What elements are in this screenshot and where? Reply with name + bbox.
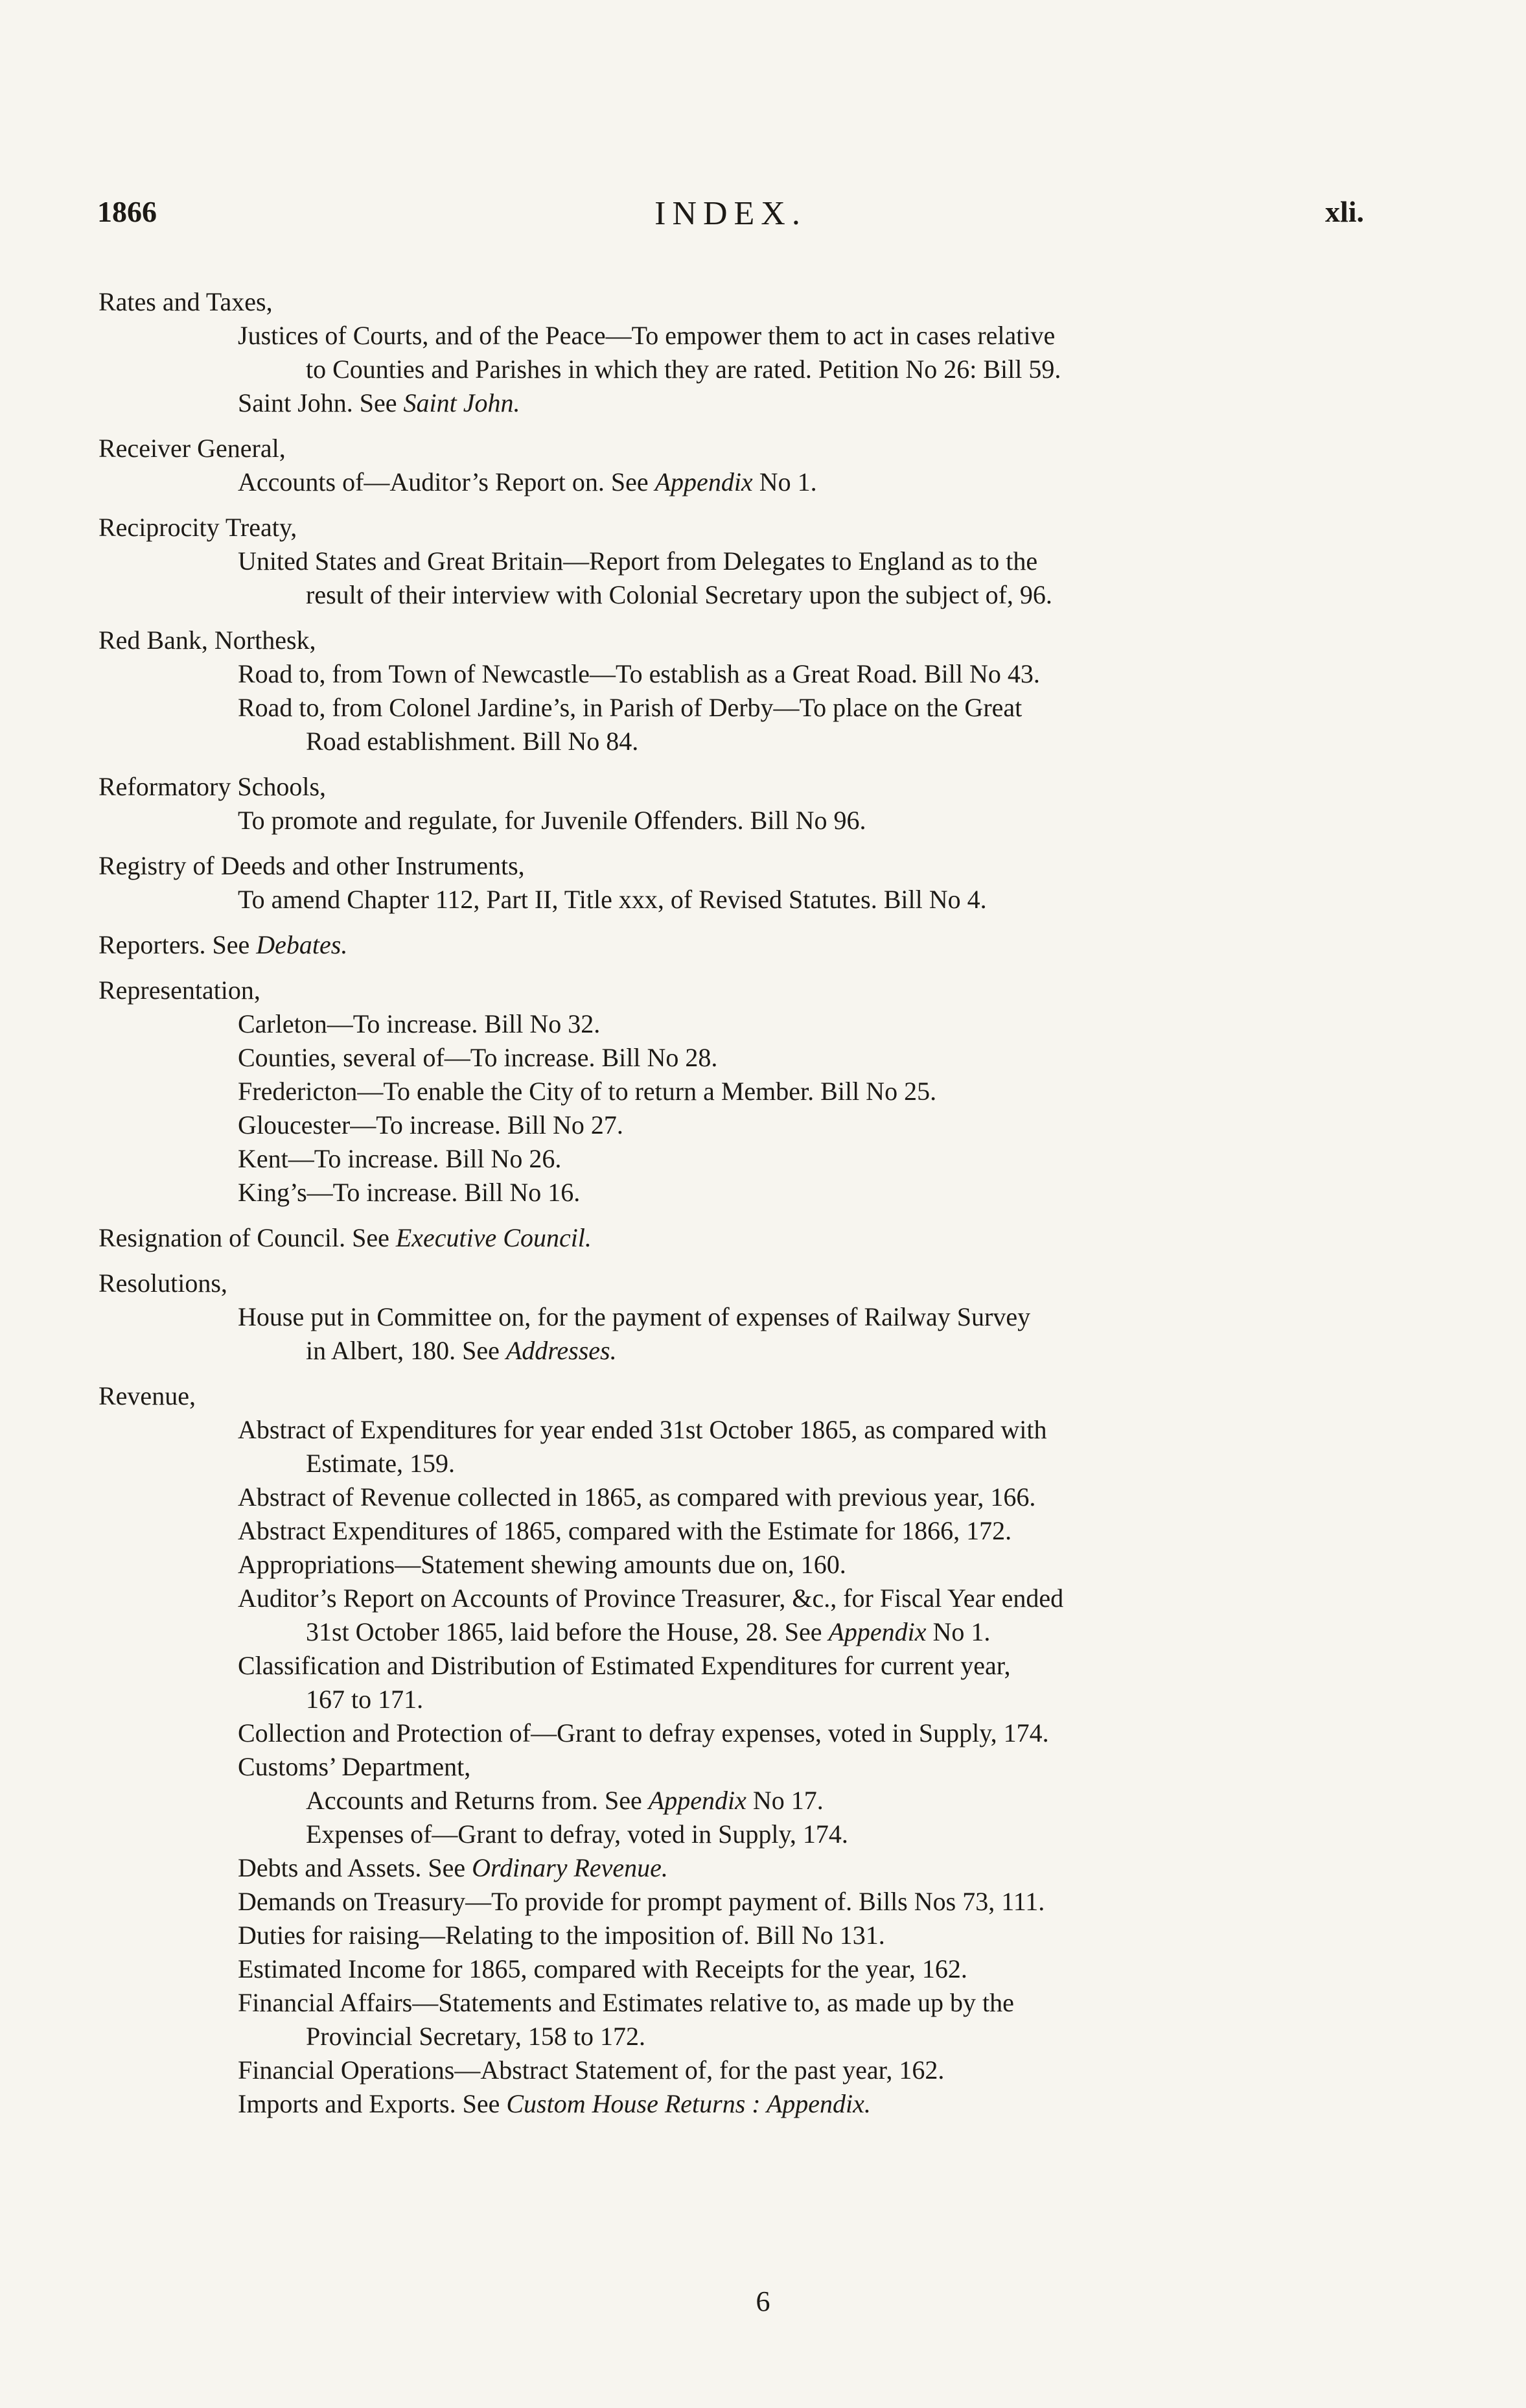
entry-subitem: To promote and regulate, for Juvenile Offenders. Bill No 96. [238,806,866,835]
entry-continuation: Road establishment. Bill No 84. [306,727,639,756]
entry-subitem: Justices of Courts, and of the Peace—To empower them to act in cases relative to Counties and Parishes in which they are rated. Petition No 26: Bill 59. [98,319,1362,386]
entry-subitem: Abstract of Expenditures for year ended 31st October 1865, as compared with Estimate, 159. [98,1413,1362,1480]
entry-subitem: Carleton—To increase. Bill No 32. [238,1009,601,1038]
entry-subitem: Debts and Assets. See Ordinary Revenue. [238,1853,668,1882]
index-entry [98,432,1362,499]
entry-continuation: in Albert, 180. See Addresses. [306,1336,617,1365]
entry-continuation: Estimate, 159. [306,1449,455,1478]
entry-heading: Reformatory Schools, [98,772,327,801]
entry-heading: Revenue, [98,1381,196,1410]
index-entry [98,974,1362,1210]
entry-subitem: Accounts and Returns from. See Appendix No 17. [306,1786,824,1815]
entry-heading: Red Bank, Northesk, [98,625,316,655]
entry-subitem: Saint John. See Saint John. [238,388,520,417]
entry-subitem: Customs’ Department, [238,1752,471,1781]
entry-subitem: United States and Great Britain—Report from Delegates to England as to the result of their interview with Colonial Secretary upon the subject of, 96. [98,544,1362,612]
entry-subitem: Gloucester—To increase. Bill No 27. [238,1110,623,1140]
index-entry [98,285,1362,420]
entry-subitem: Road to, from Town of Newcastle—To establish as a Great Road. Bill No 43. [238,659,1040,688]
entry-subitem: Abstract Expenditures of 1865, compared with the Estimate for 1866, 172. [238,1516,1012,1545]
entry-subitem: Financial Operations—Abstract Statement of, for the past year, 162. [238,2055,945,2085]
entry-subitem: Road to, from Colonel Jardine’s, in Parish of Derby—To place on the Great Road establishment. Bill No 84. [98,691,1362,758]
index-entries [98,285,1362,2133]
entry-heading: Receiver General, [98,434,286,463]
entry-subitem: House put in Committee on, for the payment of expenses of Railway Survey in Albert, 180. See Addresses. [98,1300,1362,1368]
entry-subitem: Kent—To increase. Bill No 26. [238,1144,562,1173]
entry-heading: Resolutions, [98,1268,227,1298]
entry-heading: Representation, [98,976,260,1005]
entry-heading: Reciprocity Treaty, [98,513,297,542]
entry-continuation: to Counties and Parishes in which they are rated. Petition No 26: Bill 59. [306,355,1061,384]
index-entry [98,770,1362,837]
index-entry [98,1379,1362,2121]
entry-subitem: Duties for raising—Relating to the imposition of. Bill No 131. [238,1921,885,1950]
entry-continuation: 167 to 171. [306,1685,424,1714]
entry-subitem: Abstract of Revenue collected in 1865, as compared with previous year, 166. [238,1482,1036,1512]
entry-subitem: King’s—To increase. Bill No 16. [238,1178,581,1207]
index-entry [98,1267,1362,1368]
entry-subitem: To amend Chapter 112, Part II, Title xxx, of Revised Statutes. Bill No 4. [238,885,987,914]
index-entry [98,1221,1362,1255]
entry-subitem: Estimated Income for 1865, compared with Receipts for the year, 162. [238,1954,967,1983]
index-entry [98,849,1362,917]
page-header [97,194,1364,246]
entry-heading: Registry of Deeds and other Instruments, [98,851,525,880]
entry-subitem: Accounts of—Auditor’s Report on. See Appendix No 1. [238,467,817,497]
entry-continuation: Provincial Secretary, 158 to 172. [306,2022,645,2051]
index-entry [98,511,1362,612]
entry-subitem: Imports and Exports. See Custom House Returns : Appendix. [238,2089,871,2118]
entry-heading: Resignation of Council. See Executive Council. [98,1223,592,1252]
entry-subitem: Expenses of—Grant to defray, voted in Supply, 174. [306,1819,848,1849]
index-entry [98,928,1362,962]
page-number: xli. [1324,195,1364,228]
entry-continuation: 31st October 1865, laid before the House, 28. See Appendix No 1. [306,1617,991,1646]
entry-subitem: Auditor’s Report on Accounts of Province Treasurer, &c., for Fiscal Year ended 31st October 1865, laid before the House, 28. See Appendix No 1. [98,1582,1362,1649]
signature-mark: 6 [756,2285,770,2317]
entry-subitem: Demands on Treasury—To provide for prompt payment of. Bills Nos 73, 111. [238,1887,1045,1916]
page-title: INDEX. [654,195,807,232]
entry-heading: Rates and Taxes, [98,287,273,316]
entry-subitem: Financial Affairs—Statements and Estimates relative to, as made up by the Provincial Secretary, 158 to 172. [98,1986,1362,2053]
entry-continuation: result of their interview with Colonial Secretary upon the subject of, 96. [306,580,1052,609]
index-entry [98,624,1362,758]
header-year: 1866 [97,195,157,228]
entry-subitem: Classification and Distribution of Estimated Expenditures for current year, 167 to 171. [98,1649,1362,1716]
entry-subitem: Counties, several of—To increase. Bill No 28. [238,1043,718,1072]
entry-heading: Reporters. See Debates. [98,930,348,959]
entry-subitem: Appropriations—Statement shewing amounts due on, 160. [238,1550,846,1579]
entry-subitem: Collection and Protection of—Grant to defray expenses, voted in Supply, 174. [238,1718,1049,1748]
entry-subitem: Fredericton—To enable the City of to return a Member. Bill No 25. [238,1077,937,1106]
